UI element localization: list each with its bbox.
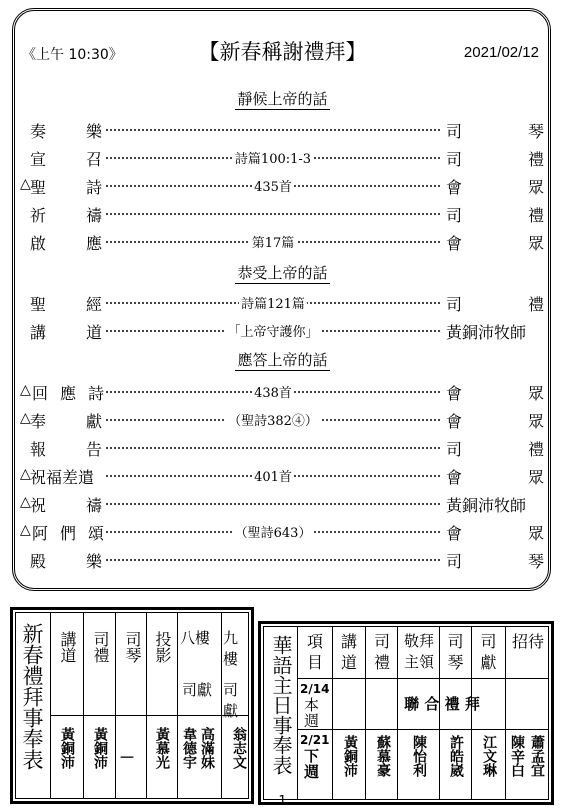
section-heading-3: 應答上帝的話 [237, 351, 328, 369]
order-item-name [20, 380, 106, 402]
header-liturgist: 司禮 [91, 631, 110, 663]
responsible-char: 司 [446, 552, 463, 571]
order-item-char: 回 [32, 384, 49, 403]
order-item-char: 樂 [86, 552, 103, 571]
order-item-char: 道 [86, 323, 103, 342]
order-row [20, 380, 544, 402]
order-item-char: 樂 [86, 122, 103, 141]
standing-mark: △ [20, 466, 31, 482]
responsible-char: 會 [446, 234, 463, 253]
order-item-char: 應 [86, 234, 103, 253]
responsible-char: 琴 [528, 122, 545, 141]
order-item-char: 殿 [30, 552, 47, 571]
header-ninth-floor: 九樓 [223, 629, 239, 668]
order-item-name [20, 408, 106, 430]
joint-service-note: 聯 合 禮 拜 [404, 695, 480, 713]
order-item-char: 聖 [30, 178, 47, 197]
value-organist: － [119, 748, 136, 767]
leader-dots [106, 213, 440, 215]
order-item-char: 們 [60, 524, 77, 543]
order-item-char: 禱 [86, 496, 103, 515]
order-row [20, 520, 544, 542]
order-item-name [20, 492, 106, 514]
order-row [20, 146, 544, 168]
value-ninth: 翁志文 [231, 727, 247, 769]
order-detail: 第17篇 [251, 236, 295, 251]
order-item-name [20, 118, 106, 140]
responsible-name: 黃銅沛牧師 [446, 323, 527, 342]
order-item-name [20, 202, 106, 224]
order-row [20, 174, 544, 196]
mandarin-sunday-duty-table [258, 621, 554, 805]
page-title: 【新春稱謝禮拜】 [198, 40, 367, 64]
header-organist-r: 司琴 [447, 632, 464, 672]
responsible-char: 司 [446, 122, 463, 141]
value-eighth-b: 高滿妹 [199, 727, 215, 769]
leader-dots [106, 447, 440, 449]
order-item-char: 宣 [30, 150, 47, 169]
responsible-char: 眾 [528, 178, 545, 197]
order-row [20, 202, 544, 224]
order-row [20, 464, 544, 486]
order-item-char: 禱 [86, 206, 103, 225]
order-item-char: 詩 [86, 178, 103, 197]
responsible-char: 會 [446, 468, 463, 487]
order-row [20, 492, 544, 514]
order-responsible [444, 381, 544, 403]
order-responsible [444, 175, 544, 197]
eighth-floor-offering: 司獻 [182, 681, 213, 699]
order-item-name [20, 230, 106, 252]
header-sermon: 講道 [58, 631, 77, 663]
row1-label: 本週 [304, 696, 320, 730]
service-time: 《上午 10:30》 [22, 47, 123, 63]
order-item-name [20, 146, 106, 168]
order-item-char: 經 [86, 295, 103, 314]
value-projection: 黃慕光 [154, 727, 170, 769]
order-row [20, 548, 544, 570]
section-heading-1: 靜候上帝的話 [237, 90, 328, 108]
leader-dots [106, 129, 440, 131]
standing-mark: △ [20, 382, 31, 398]
responsible-char: 會 [446, 384, 463, 403]
responsible-char: 司 [446, 206, 463, 225]
order-responsible [444, 409, 544, 431]
order-item-name [20, 436, 106, 458]
new-year-service-duty-table [10, 607, 254, 804]
order-item-name [20, 174, 106, 196]
order-item-char: 頌 [88, 524, 105, 543]
order-item-char: 講 [30, 323, 47, 342]
row2-date: 2/21 [300, 733, 330, 747]
row1-date: 2/14 [300, 682, 330, 696]
order-item-char: 奏 [30, 122, 47, 141]
order-item-char: 詩 [88, 384, 105, 403]
responsible-char: 會 [446, 524, 463, 543]
order-responsible [444, 147, 544, 169]
header-eighth-floor: 八樓 [180, 629, 211, 647]
responsible-char: 眾 [528, 468, 545, 487]
header-offering: 司獻 [480, 632, 497, 672]
value-liturgist: 黃銅沛 [92, 727, 108, 769]
order-item-char: 告 [86, 440, 103, 459]
order-detail: 「上帝守護你」 [227, 325, 319, 340]
responsible-char: 禮 [528, 295, 545, 314]
responsible-char: 琴 [528, 552, 545, 571]
order-item-name [20, 464, 106, 486]
order-item-name [20, 548, 106, 570]
order-item-char: 奉 [30, 412, 47, 431]
header-projection: 投影 [153, 631, 172, 663]
row2-label: 下週 [304, 747, 320, 781]
order-item-char: 啟 [30, 234, 47, 253]
duty-name: 陳怡利 [411, 735, 427, 777]
order-item-char: 召 [86, 150, 103, 169]
order-responsible [444, 292, 544, 314]
order-responsible [444, 119, 544, 141]
order-responsible [444, 549, 544, 571]
responsible-char: 司 [446, 295, 463, 314]
order-item-char: 獻 [86, 412, 103, 431]
standing-mark: △ [20, 410, 31, 426]
order-item-char: 祈 [30, 206, 47, 225]
order-item-char: 祝 [30, 496, 47, 515]
order-item-name [20, 319, 106, 341]
duty-name: 蕭孟宜 [529, 735, 545, 777]
order-item-char: 聖 [30, 295, 47, 314]
order-responsible [444, 465, 544, 487]
order-detail: 詩篇121篇 [241, 297, 305, 312]
order-row [20, 291, 544, 313]
leader-dots [106, 503, 440, 505]
standing-mark: △ [20, 176, 31, 192]
responsible-char: 禮 [528, 150, 545, 169]
order-detail: 435首 [254, 180, 292, 195]
header-usher: 招待 [511, 632, 544, 651]
duty-name: 蘇慕豪 [375, 735, 391, 777]
duty-name: 陳辛白 [509, 735, 525, 777]
ninth-floor-offering: 司獻 [223, 681, 239, 720]
leader-dots [106, 559, 440, 561]
duty-name: 江文琳 [481, 735, 497, 777]
responsible-char: 會 [446, 412, 463, 431]
responsible-name: 黃銅沛牧師 [446, 496, 527, 515]
responsible-char: 禮 [528, 440, 545, 459]
order-responsible [444, 437, 544, 459]
value-eighth-a: 韋德宇 [181, 727, 197, 769]
service-date: 2021/02/12 [463, 44, 539, 61]
order-responsible [444, 493, 544, 515]
order-row [20, 408, 544, 430]
order-row [20, 118, 544, 140]
order-detail: 詩篇100:1-3 [234, 152, 312, 167]
right-table-title: 華語主日事奉表 [269, 635, 293, 775]
standing-mark: △ [20, 494, 31, 510]
duty-name: 黃銅沛 [342, 735, 358, 777]
order-item-char: 應 [60, 384, 77, 403]
order-item-name [20, 291, 106, 313]
order-item-char: 報 [30, 440, 47, 459]
order-row [20, 319, 544, 341]
header-organist: 司琴 [123, 631, 142, 663]
duty-name: 許皓崴 [448, 735, 464, 777]
order-responsible [444, 203, 544, 225]
order-detail: 438首 [254, 386, 292, 401]
responsible-char: 眾 [528, 412, 545, 431]
responsible-char: 眾 [528, 384, 545, 403]
order-detail: （聖詩643） [234, 526, 312, 541]
order-detail: 401首 [254, 470, 292, 485]
order-item-char: 祝福差遣 [30, 468, 95, 487]
left-table-title: 新春禮拜事奉表 [20, 623, 44, 770]
order-detail: （聖詩382④） [228, 414, 318, 429]
header-item: 項目 [306, 632, 323, 672]
value-sermon: 黃銅沛 [59, 727, 75, 769]
section-heading-2: 恭受上帝的話 [237, 264, 328, 282]
standing-mark: △ [20, 522, 31, 538]
page-number: 1 [278, 794, 287, 809]
responsible-char: 眾 [528, 234, 545, 253]
responsible-char: 司 [446, 150, 463, 169]
responsible-char: 司 [446, 440, 463, 459]
order-responsible [444, 521, 544, 543]
header-sermon-r: 講道 [340, 632, 357, 672]
order-row [20, 436, 544, 458]
order-responsible [444, 231, 544, 253]
responsible-char: 禮 [528, 206, 545, 225]
order-responsible [444, 320, 544, 342]
order-item-name [20, 520, 106, 542]
header-liturgist-r: 司禮 [373, 632, 390, 672]
header-worship-leader: 敬拜主領 [403, 632, 434, 671]
responsible-char: 會 [446, 178, 463, 197]
order-row [20, 230, 544, 252]
responsible-char: 眾 [528, 524, 545, 543]
order-item-char: 阿 [32, 524, 49, 543]
